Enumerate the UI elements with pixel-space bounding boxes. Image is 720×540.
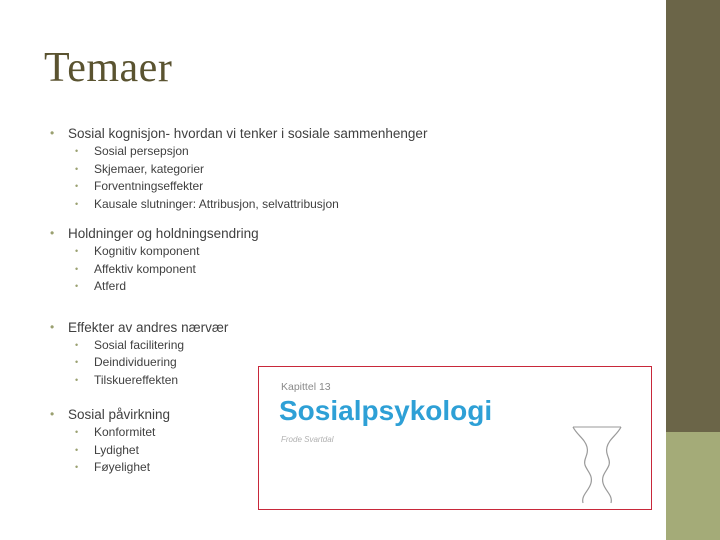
- bullet-icon: •: [50, 126, 55, 140]
- book-author: Frode Svartdal: [281, 435, 334, 444]
- list-item-text: Tilskuereffekten: [94, 372, 179, 387]
- bullet-icon: •: [75, 263, 79, 274]
- list-item-text: Atferd: [94, 279, 127, 293]
- list-item-text: Lydighet: [94, 442, 139, 457]
- list-item-text: Kausale slutninger: Attribusjon, selvattribusjon: [94, 196, 339, 211]
- rubin-vase-icon: [567, 425, 627, 505]
- list-item: [40, 196, 480, 214]
- list-item: [40, 337, 480, 355]
- bullet-icon: •: [75, 198, 79, 209]
- bullet-icon: •: [50, 407, 55, 421]
- list-item-text: Sosial persepsjon: [94, 144, 189, 158]
- list-item-text: Sosial facilitering: [94, 337, 185, 352]
- section-heading: [40, 124, 480, 143]
- bullet-icon: •: [75, 281, 79, 291]
- sidebar-decoration-bottom: [666, 432, 720, 540]
- bullet-icon: •: [75, 181, 79, 191]
- bullet-icon: •: [75, 357, 79, 367]
- book-title: Sosialpsykologi: [279, 395, 493, 426]
- bullet-icon: •: [75, 374, 79, 385]
- section-heading-text: Effekter av andres nærvær: [68, 319, 229, 335]
- slide-title: Temaer: [44, 45, 173, 91]
- list-item: [40, 161, 480, 179]
- list-item-text: Forventningseffekter: [94, 179, 204, 193]
- list-item: [40, 143, 480, 161]
- bullet-icon: •: [75, 246, 79, 256]
- section-heading-text: Sosial kognisjon- hvordan vi tenker i sosiale sammenhenger: [68, 126, 428, 141]
- bullet-icon: •: [50, 226, 55, 240]
- list-item: [40, 278, 480, 296]
- bullet-icon: •: [75, 163, 79, 174]
- list-item-text: Deindividuering: [94, 355, 177, 369]
- section-heading: [40, 318, 480, 337]
- bullet-icon: •: [75, 462, 79, 472]
- list-item: [40, 243, 480, 261]
- list-item-text: Affektiv komponent: [94, 261, 196, 276]
- list-item-text: Konformitet: [94, 425, 156, 439]
- bullet-icon: •: [75, 146, 79, 156]
- bullet-icon: •: [75, 339, 79, 350]
- section-heading-text: Holdninger og holdningsendring: [68, 226, 259, 241]
- bullet-icon: •: [75, 444, 79, 455]
- list-item: [40, 178, 480, 196]
- section-heading: [40, 224, 480, 243]
- sidebar-decoration-top: [666, 0, 720, 432]
- list-item-text: Skjemaer, kategorier: [94, 161, 205, 176]
- section-heading-text: Sosial påvirkning: [68, 407, 171, 422]
- bullet-icon: •: [75, 427, 79, 437]
- book-cover-image: [258, 366, 652, 510]
- list-item-text: Føyelighet: [94, 460, 151, 474]
- bullet-icon: •: [50, 319, 55, 334]
- list-item: [40, 261, 480, 279]
- book-chapter: Kapittel 13: [281, 381, 331, 393]
- list-item-text: Kognitiv komponent: [94, 244, 200, 258]
